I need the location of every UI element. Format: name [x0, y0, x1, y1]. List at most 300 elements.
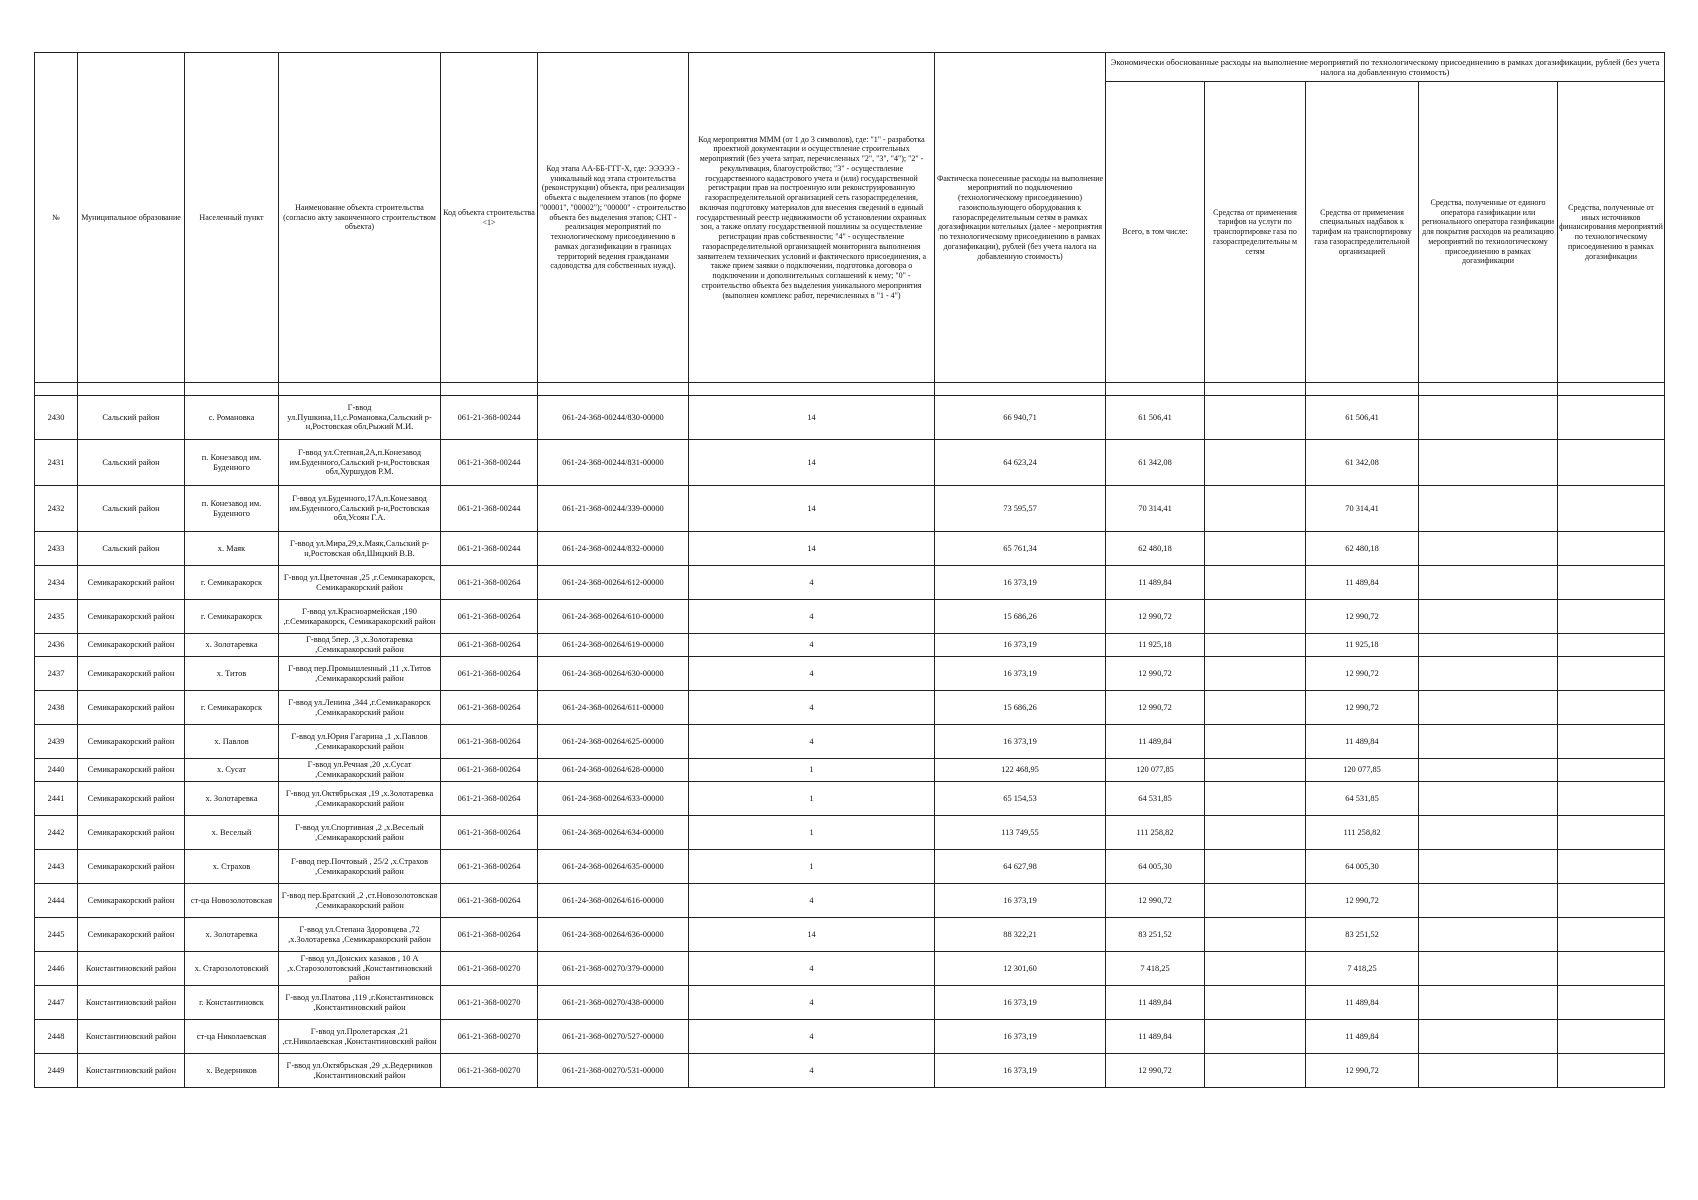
- row-single-operator: [1419, 986, 1558, 1020]
- row-tariff-transport: [1205, 657, 1306, 691]
- row-special-markups: 12 990,72: [1306, 691, 1419, 725]
- row-settlement: п. Конезавод им. Буденного: [185, 486, 279, 532]
- row-object-name: Г-ввод ул.Буденного,17А,п.Конезавод им.Буденного,Сальский р-н,Ростовская обл,Усоян Г.А.: [279, 486, 441, 532]
- row-single-operator: [1419, 566, 1558, 600]
- row-object-name: Г-ввод 5пер. ,3 ,х.Золотаревка ,Семикаракорский район: [279, 634, 441, 657]
- row-tariff-transport: [1205, 600, 1306, 634]
- row-total: 12 990,72: [1106, 657, 1205, 691]
- row-measure-code: 4: [689, 725, 935, 759]
- row-other-sources: [1558, 759, 1665, 782]
- row-other-sources: [1558, 816, 1665, 850]
- row-num: 2444: [35, 884, 78, 918]
- row-tariff-transport: [1205, 1054, 1306, 1088]
- table-row: [35, 725, 1665, 759]
- row-measure-code: 14: [689, 396, 935, 440]
- row-settlement: х. Титов: [185, 657, 279, 691]
- row-special-markups: 12 990,72: [1306, 1054, 1419, 1088]
- spacer-cell: [538, 383, 689, 396]
- row-object-code: 061-21-368-00264: [441, 634, 538, 657]
- table-row: [35, 396, 1665, 440]
- row-tariff-transport: [1205, 850, 1306, 884]
- row-measure-code: 4: [689, 1020, 935, 1054]
- row-stage-code: 061-24-368-00244/831-00000: [538, 440, 689, 486]
- row-stage-code: 061-21-368-00270/527-00000: [538, 1020, 689, 1054]
- row-single-operator: [1419, 884, 1558, 918]
- row-object-name: Г-ввод пер.Почтовый , 25/2 ,х.Страхов ,Семикаракорский район: [279, 850, 441, 884]
- row-total: 11 489,84: [1106, 986, 1205, 1020]
- row-total: 64 531,85: [1106, 782, 1205, 816]
- row-single-operator: [1419, 691, 1558, 725]
- spacer-cell: [185, 383, 279, 396]
- row-total: 11 489,84: [1106, 566, 1205, 600]
- row-tariff-transport: [1205, 986, 1306, 1020]
- row-municipality: Семикаракорский район: [78, 634, 185, 657]
- row-actual-costs: 16 373,19: [935, 884, 1106, 918]
- row-stage-code: 061-24-368-00244/830-00000: [538, 396, 689, 440]
- row-stage-code: 061-24-368-00264/630-00000: [538, 657, 689, 691]
- row-measure-code: 1: [689, 782, 935, 816]
- table-row: [35, 782, 1665, 816]
- row-num: 2441: [35, 782, 78, 816]
- row-settlement: ст-ца Новозолотовская: [185, 884, 279, 918]
- row-other-sources: [1558, 440, 1665, 486]
- row-actual-costs: 16 373,19: [935, 634, 1106, 657]
- table-body: [35, 383, 1665, 1088]
- row-municipality: Семикаракорский район: [78, 725, 185, 759]
- row-actual-costs: 15 686,26: [935, 600, 1106, 634]
- row-actual-costs: 88 322,21: [935, 918, 1106, 952]
- col-header-special-markups: Средства от применения специальных надбавок к тарифам на транспортировку газа газораспределительной организацией: [1306, 82, 1419, 383]
- row-single-operator: [1419, 725, 1558, 759]
- row-single-operator: [1419, 532, 1558, 566]
- row-special-markups: 61 506,41: [1306, 396, 1419, 440]
- row-object-code: 061-21-368-00264: [441, 657, 538, 691]
- row-measure-code: 4: [689, 691, 935, 725]
- col-header-settlement: Населенный пункт: [185, 53, 279, 383]
- col-header-single-operator: Средства, полученные от единого оператора газификации или регионального оператора газификации для покрытия расходов на реализацию мероприятий по технологическому присоединению в рамках догазификации: [1419, 82, 1558, 383]
- row-special-markups: 83 251,52: [1306, 918, 1419, 952]
- row-municipality: Константиновский район: [78, 1054, 185, 1088]
- row-object-name: Г-ввод ул.Степана Здоровцева ,72 ,х.Золотаревка ,Семикаракорский район: [279, 918, 441, 952]
- row-total: 61 506,41: [1106, 396, 1205, 440]
- col-header-municipality: Муниципальное образование: [78, 53, 185, 383]
- row-measure-code: 4: [689, 634, 935, 657]
- row-num: 2432: [35, 486, 78, 532]
- row-num: 2445: [35, 918, 78, 952]
- table-row: [35, 1020, 1665, 1054]
- row-special-markups: 61 342,08: [1306, 440, 1419, 486]
- row-settlement: г. Семикаракорск: [185, 566, 279, 600]
- row-object-code: 061-21-368-00244: [441, 440, 538, 486]
- table-row: [35, 600, 1665, 634]
- row-object-name: Г-ввод пер.Промышленный ,11 ,х.Титов ,Семикаракорский район: [279, 657, 441, 691]
- col-header-num: №: [35, 53, 78, 383]
- row-num: 2443: [35, 850, 78, 884]
- row-single-operator: [1419, 782, 1558, 816]
- row-measure-code: 14: [689, 486, 935, 532]
- row-special-markups: 120 077,85: [1306, 759, 1419, 782]
- row-object-name: Г-ввод пер.Братский ,2 ,ст.Новозолотовская ,Семикаракорский район: [279, 884, 441, 918]
- row-municipality: Семикаракорский район: [78, 850, 185, 884]
- row-measure-code: 4: [689, 600, 935, 634]
- row-measure-code: 4: [689, 952, 935, 986]
- row-total: 7 418,25: [1106, 952, 1205, 986]
- row-object-code: 061-21-368-00264: [441, 782, 538, 816]
- col-header-tariff-transport: Средства от применения тарифов на услуги по транспортировке газа по газораспределительны м сетям: [1205, 82, 1306, 383]
- row-stage-code: 061-24-368-00264/634-00000: [538, 816, 689, 850]
- row-object-name: Г-ввод ул.Красноармейская ,190 ,г.Семикаракорск, Семикаракорский район: [279, 600, 441, 634]
- row-actual-costs: 15 686,26: [935, 691, 1106, 725]
- spacer-cell: [1106, 383, 1205, 396]
- row-settlement: х. Золотаревка: [185, 634, 279, 657]
- row-other-sources: [1558, 486, 1665, 532]
- row-total: 61 342,08: [1106, 440, 1205, 486]
- row-municipality: Сальский район: [78, 440, 185, 486]
- row-total: 12 990,72: [1106, 600, 1205, 634]
- row-municipality: Сальский район: [78, 486, 185, 532]
- row-single-operator: [1419, 816, 1558, 850]
- row-special-markups: 64 531,85: [1306, 782, 1419, 816]
- row-tariff-transport: [1205, 725, 1306, 759]
- row-object-name: Г-ввод ул.Цветочная ,25 ,г.Семикаракорск, Семикаракорский район: [279, 566, 441, 600]
- row-object-code: 061-21-368-00244: [441, 532, 538, 566]
- row-settlement: г. Семикаракорск: [185, 691, 279, 725]
- spacer-cell: [279, 383, 441, 396]
- row-municipality: Семикаракорский район: [78, 918, 185, 952]
- row-num: 2431: [35, 440, 78, 486]
- row-num: 2433: [35, 532, 78, 566]
- row-object-code: 061-21-368-00244: [441, 486, 538, 532]
- row-settlement: г. Семикаракорск: [185, 600, 279, 634]
- row-num: 2449: [35, 1054, 78, 1088]
- table-row: [35, 486, 1665, 532]
- spacer-cell: [35, 383, 78, 396]
- row-total: 111 258,82: [1106, 816, 1205, 850]
- row-single-operator: [1419, 440, 1558, 486]
- row-measure-code: 4: [689, 884, 935, 918]
- row-single-operator: [1419, 396, 1558, 440]
- row-measure-code: 1: [689, 759, 935, 782]
- row-object-name: Г-ввод ул.Степная,2А,п.Конезавод им.Буденного,Сальский р-н,Ростовская обл,Хуршудов Р.М.: [279, 440, 441, 486]
- row-stage-code: 061-24-368-00264/610-00000: [538, 600, 689, 634]
- row-actual-costs: 16 373,19: [935, 1054, 1106, 1088]
- row-settlement: х. Страхов: [185, 850, 279, 884]
- spacer-cell: [1306, 383, 1419, 396]
- row-actual-costs: 65 761,34: [935, 532, 1106, 566]
- row-object-code: 061-21-368-00264: [441, 918, 538, 952]
- row-tariff-transport: [1205, 634, 1306, 657]
- col-header-measure-code: Код мероприятия МММ (от 1 до 3 символов), где: "1" - разработка проектной документации и осуществление строительных мероприятий (без учета затрат, перечисленных "2", "3", "4"); "2" - рекультивация, благоустройство; "3" - осуществление государственного кадастрового учета и (или) государственной регистрации прав на построенную или реконструированную газораспределительной организацией сеть газораспределения, включая подготовку материалов для внесения сведений в единый государственный реестр недвижимости об установлении охранных зон, а также оплату государственной пошлины за осуществление регистрации прав собственности; "4" - осуществление газораспределительной организацией мониторинга выполнения заявителем технических условий и фактического присоединения, а также прием заявки о подключении, подготовка договора о подключении и дополнительных соглашений к нему; "0" - строительство объекта без выделения уникального мероприятия (выполнен комплекс работ, перечисленных в "1 - 4"): [689, 53, 935, 383]
- row-num: 2446: [35, 952, 78, 986]
- row-stage-code: 061-24-368-00264/616-00000: [538, 884, 689, 918]
- row-other-sources: [1558, 918, 1665, 952]
- row-actual-costs: 73 595,57: [935, 486, 1106, 532]
- row-measure-code: 4: [689, 986, 935, 1020]
- row-total: 11 489,84: [1106, 725, 1205, 759]
- row-single-operator: [1419, 1054, 1558, 1088]
- table-row: [35, 816, 1665, 850]
- row-municipality: Семикаракорский район: [78, 691, 185, 725]
- row-settlement: х. Старозолотовский: [185, 952, 279, 986]
- row-object-name: Г-ввод ул.Донских казаков , 10 А ,х.Старозолотовский ,Константиновский район: [279, 952, 441, 986]
- row-num: 2437: [35, 657, 78, 691]
- row-num: 2447: [35, 986, 78, 1020]
- row-other-sources: [1558, 952, 1665, 986]
- row-object-code: 061-21-368-00264: [441, 691, 538, 725]
- row-stage-code: 061-21-368-00244/339-00000: [538, 486, 689, 532]
- row-actual-costs: 16 373,19: [935, 725, 1106, 759]
- row-tariff-transport: [1205, 532, 1306, 566]
- row-stage-code: 061-24-368-00264/633-00000: [538, 782, 689, 816]
- row-stage-code: 061-24-368-00244/832-00000: [538, 532, 689, 566]
- row-other-sources: [1558, 725, 1665, 759]
- table-row: [35, 657, 1665, 691]
- row-municipality: Семикаракорский район: [78, 816, 185, 850]
- row-settlement: г. Константиновск: [185, 986, 279, 1020]
- row-municipality: Семикаракорский район: [78, 759, 185, 782]
- row-municipality: Семикаракорский район: [78, 782, 185, 816]
- row-object-name: Г-ввод ул.Мира,29,х.Маяк,Сальский р-н,Ростовская обл,Шицкий В.В.: [279, 532, 441, 566]
- row-other-sources: [1558, 782, 1665, 816]
- row-measure-code: 14: [689, 532, 935, 566]
- row-num: 2430: [35, 396, 78, 440]
- header-row-top: [35, 53, 1665, 82]
- row-single-operator: [1419, 657, 1558, 691]
- row-object-code: 061-21-368-00264: [441, 850, 538, 884]
- row-other-sources: [1558, 566, 1665, 600]
- row-special-markups: 111 258,82: [1306, 816, 1419, 850]
- row-other-sources: [1558, 634, 1665, 657]
- row-settlement: ст-ца Николаевская: [185, 1020, 279, 1054]
- row-measure-code: 14: [689, 440, 935, 486]
- row-object-code: 061-21-368-00270: [441, 1054, 538, 1088]
- row-num: 2439: [35, 725, 78, 759]
- row-total: 11 925,18: [1106, 634, 1205, 657]
- register-sheet: [34, 52, 1665, 1088]
- row-actual-costs: 65 154,53: [935, 782, 1106, 816]
- table-row: [35, 566, 1665, 600]
- row-num: 2448: [35, 1020, 78, 1054]
- row-settlement: х. Золотаревка: [185, 782, 279, 816]
- row-special-markups: 62 480,18: [1306, 532, 1419, 566]
- row-single-operator: [1419, 1020, 1558, 1054]
- row-object-code: 061-21-368-00264: [441, 725, 538, 759]
- row-settlement: х. Павлов: [185, 725, 279, 759]
- row-num: 2440: [35, 759, 78, 782]
- row-other-sources: [1558, 396, 1665, 440]
- row-object-name: Г-ввод ул.Пролетарская ,21 ,ст.Николаевская ,Константиновский район: [279, 1020, 441, 1054]
- row-object-code: 061-21-368-00264: [441, 566, 538, 600]
- row-tariff-transport: [1205, 782, 1306, 816]
- row-actual-costs: 16 373,19: [935, 986, 1106, 1020]
- spacer-cell: [1205, 383, 1306, 396]
- row-settlement: х. Ведерников: [185, 1054, 279, 1088]
- row-municipality: Семикаракорский район: [78, 657, 185, 691]
- col-header-stage-code: Код этапа АА-ББ-ГГГ-Х, где: ЭЭЭЭЭ - уникальный код этапа строительства (реконструкции) объекта, при реализации объекта с выделением этапов (по форме "00001", "00002"); "00000" - строительство объекта без выделения этапов; СНТ - реализация мероприятий по технологическому присоединению в рамках догазификации в границах территорий ведения гражданами садоводства для собственных нужд).: [538, 53, 689, 383]
- row-other-sources: [1558, 1020, 1665, 1054]
- row-object-name: Г-ввод ул.Спортивная ,2 ,х.Веселый ,Семикаракорский район: [279, 816, 441, 850]
- row-object-code: 061-21-368-00264: [441, 816, 538, 850]
- row-total: 11 489,84: [1106, 1020, 1205, 1054]
- row-tariff-transport: [1205, 396, 1306, 440]
- row-special-markups: 11 489,84: [1306, 1020, 1419, 1054]
- col-header-other-sources: Средства, полученные от иных источников финансирования мероприятий по технологическому присоединению в рамках догазификации: [1558, 82, 1665, 383]
- row-total: 12 990,72: [1106, 884, 1205, 918]
- col-header-total: Всего, в том числе:: [1106, 82, 1205, 383]
- row-tariff-transport: [1205, 952, 1306, 986]
- row-other-sources: [1558, 691, 1665, 725]
- row-measure-code: 4: [689, 1054, 935, 1088]
- row-municipality: Семикаракорский район: [78, 884, 185, 918]
- col-header-object-code: Код объекта строительства <1>: [441, 53, 538, 383]
- row-measure-code: 4: [689, 566, 935, 600]
- row-settlement: х. Сусат: [185, 759, 279, 782]
- row-municipality: Константиновский район: [78, 1020, 185, 1054]
- row-object-name: Г-ввод ул.Ленина ,344 ,г.Семикаракорск ,Семикаракорский район: [279, 691, 441, 725]
- table-row: [35, 532, 1665, 566]
- row-actual-costs: 16 373,19: [935, 1020, 1106, 1054]
- row-measure-code: 4: [689, 657, 935, 691]
- row-actual-costs: 64 627,98: [935, 850, 1106, 884]
- spacer-cell: [441, 383, 538, 396]
- spacer-cell: [1419, 383, 1558, 396]
- row-special-markups: 70 314,41: [1306, 486, 1419, 532]
- row-total: 83 251,52: [1106, 918, 1205, 952]
- row-settlement: п. Конезавод им. Буденного: [185, 440, 279, 486]
- row-municipality: Сальский район: [78, 396, 185, 440]
- row-object-code: 061-21-368-00264: [441, 759, 538, 782]
- row-special-markups: 64 005,30: [1306, 850, 1419, 884]
- row-single-operator: [1419, 850, 1558, 884]
- row-actual-costs: 113 749,55: [935, 816, 1106, 850]
- row-measure-code: 1: [689, 850, 935, 884]
- row-stage-code: 061-21-368-00270/438-00000: [538, 986, 689, 1020]
- row-actual-costs: 122 468,95: [935, 759, 1106, 782]
- spacer-cell: [689, 383, 935, 396]
- row-total: 62 480,18: [1106, 532, 1205, 566]
- row-object-code: 061-21-368-00264: [441, 884, 538, 918]
- row-object-name: Г-ввод ул.Платова ,119 ,г.Константиновск ,Константиновский район: [279, 986, 441, 1020]
- row-other-sources: [1558, 657, 1665, 691]
- row-object-code: 061-21-368-00270: [441, 1020, 538, 1054]
- row-object-code: 061-21-368-00244: [441, 396, 538, 440]
- row-total: 12 990,72: [1106, 1054, 1205, 1088]
- row-object-name: Г-ввод ул.Октябрьская ,19 ,х.Золотаревка ,Семикаракорский район: [279, 782, 441, 816]
- table-row: [35, 884, 1665, 918]
- row-other-sources: [1558, 986, 1665, 1020]
- col-header-actual-costs: Фактическа понесенные расходы на выполнение мероприятий по подключению (технологическому присоединению) газоиспользующего оборудования к газораспределительным сетям в рамках догазификации котельных (далее - мероприятия по технологическому присоединению в рамках догазификации), рублей (без учета налога на добавленную стоимость): [935, 53, 1106, 383]
- col-header-object-name: Наименование объекта строительства (согласно акту законченного строительством объекта): [279, 53, 441, 383]
- row-num: 2434: [35, 566, 78, 600]
- row-actual-costs: 66 940,71: [935, 396, 1106, 440]
- row-tariff-transport: [1205, 566, 1306, 600]
- row-stage-code: 061-24-368-00264/636-00000: [538, 918, 689, 952]
- row-object-code: 061-21-368-00270: [441, 952, 538, 986]
- row-single-operator: [1419, 952, 1558, 986]
- row-tariff-transport: [1205, 918, 1306, 952]
- header-spacer-row: [35, 383, 1665, 396]
- row-settlement: х. Золотаревка: [185, 918, 279, 952]
- row-tariff-transport: [1205, 486, 1306, 532]
- row-municipality: Константиновский район: [78, 952, 185, 986]
- row-special-markups: 12 990,72: [1306, 657, 1419, 691]
- row-stage-code: 061-24-368-00264/611-00000: [538, 691, 689, 725]
- table-row: [35, 986, 1665, 1020]
- row-single-operator: [1419, 759, 1558, 782]
- row-special-markups: 12 990,72: [1306, 600, 1419, 634]
- row-num: 2442: [35, 816, 78, 850]
- row-object-code: 061-21-368-00270: [441, 986, 538, 1020]
- row-other-sources: [1558, 600, 1665, 634]
- table-row: [35, 918, 1665, 952]
- table-row: [35, 691, 1665, 725]
- row-stage-code: 061-24-368-00264/635-00000: [538, 850, 689, 884]
- row-tariff-transport: [1205, 759, 1306, 782]
- row-measure-code: 1: [689, 816, 935, 850]
- table-row: [35, 440, 1665, 486]
- row-total: 64 005,30: [1106, 850, 1205, 884]
- row-municipality: Семикаракорский район: [78, 566, 185, 600]
- row-settlement: х. Веселый: [185, 816, 279, 850]
- row-special-markups: 11 489,84: [1306, 725, 1419, 759]
- row-measure-code: 14: [689, 918, 935, 952]
- row-special-markups: 11 925,18: [1306, 634, 1419, 657]
- register-table: [34, 52, 1665, 1088]
- row-single-operator: [1419, 486, 1558, 532]
- row-settlement: х. Маяк: [185, 532, 279, 566]
- row-actual-costs: 16 373,19: [935, 566, 1106, 600]
- row-other-sources: [1558, 850, 1665, 884]
- row-stage-code: 061-24-368-00264/612-00000: [538, 566, 689, 600]
- row-municipality: Семикаракорский район: [78, 600, 185, 634]
- table-row: [35, 952, 1665, 986]
- row-other-sources: [1558, 532, 1665, 566]
- row-single-operator: [1419, 600, 1558, 634]
- row-special-markups: 11 489,84: [1306, 566, 1419, 600]
- row-object-code: 061-21-368-00264: [441, 600, 538, 634]
- row-total: 12 990,72: [1106, 691, 1205, 725]
- row-stage-code: 061-24-368-00264/619-00000: [538, 634, 689, 657]
- row-object-name: Г-ввод ул.Пушкина,11,с.Романовка,Сальский р-н,Ростовская обл,Рыжий М.И.: [279, 396, 441, 440]
- row-num: 2435: [35, 600, 78, 634]
- row-object-name: Г-ввод ул.Юрия Гагарина ,1 ,х.Павлов ,Семикаракорский район: [279, 725, 441, 759]
- row-total: 120 077,85: [1106, 759, 1205, 782]
- row-other-sources: [1558, 884, 1665, 918]
- row-object-name: Г-ввод ул.Октябрьская ,29 ,х.Ведерников ,Константиновский район: [279, 1054, 441, 1088]
- row-special-markups: 11 489,84: [1306, 986, 1419, 1020]
- table-row: [35, 1054, 1665, 1088]
- row-tariff-transport: [1205, 816, 1306, 850]
- row-actual-costs: 12 301,60: [935, 952, 1106, 986]
- row-total: 70 314,41: [1106, 486, 1205, 532]
- row-actual-costs: 16 373,19: [935, 657, 1106, 691]
- row-tariff-transport: [1205, 691, 1306, 725]
- spacer-cell: [78, 383, 185, 396]
- row-actual-costs: 64 623,24: [935, 440, 1106, 486]
- row-settlement: с. Романовка: [185, 396, 279, 440]
- table-row: [35, 850, 1665, 884]
- spacer-cell: [1558, 383, 1665, 396]
- table-row: [35, 759, 1665, 782]
- row-object-name: Г-ввод ул.Речная ,20 ,х.Сусат ,Семикаракорский район: [279, 759, 441, 782]
- row-stage-code: 061-21-368-00270/379-00000: [538, 952, 689, 986]
- row-tariff-transport: [1205, 1020, 1306, 1054]
- row-special-markups: 7 418,25: [1306, 952, 1419, 986]
- row-other-sources: [1558, 1054, 1665, 1088]
- row-stage-code: 061-24-368-00264/628-00000: [538, 759, 689, 782]
- row-single-operator: [1419, 918, 1558, 952]
- row-single-operator: [1419, 634, 1558, 657]
